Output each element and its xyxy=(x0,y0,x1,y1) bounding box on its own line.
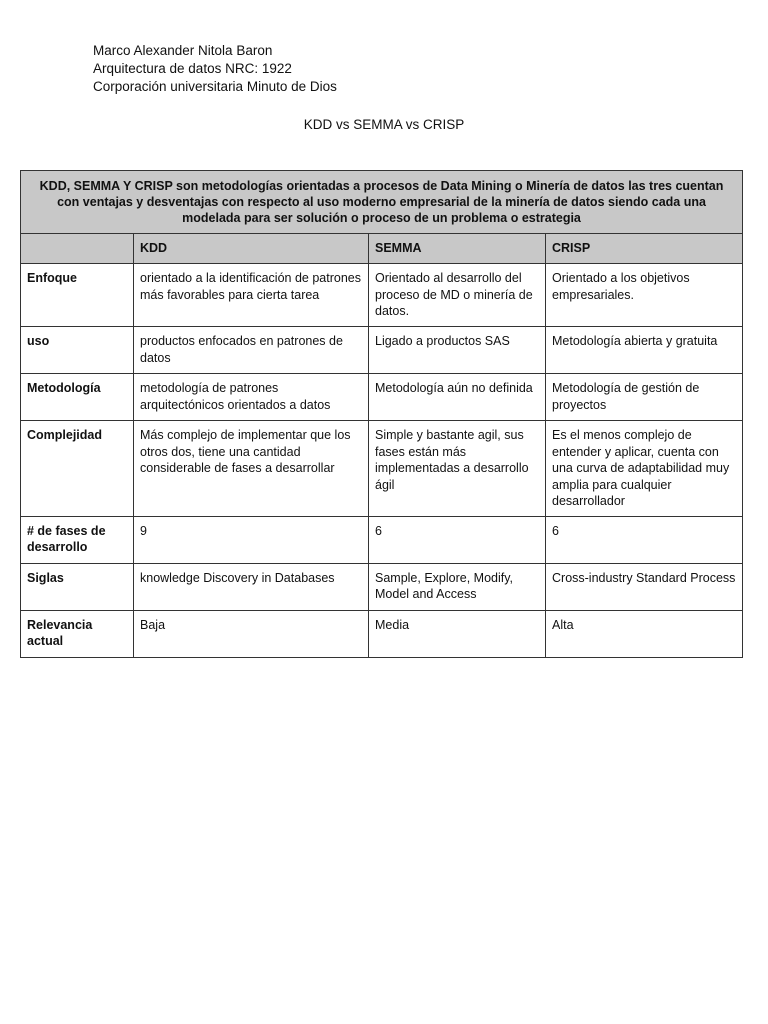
semma-cell: Orientado al desarrollo del proceso de MD o minería de datos. xyxy=(369,264,546,327)
table-header-row xyxy=(21,234,743,264)
kdd-cell: productos enfocados en patrones de datos xyxy=(134,327,369,374)
table-intro: KDD, SEMMA Y CRISP son metodologías orientadas a procesos de Data Mining o Minería de datos las tres cuentan con ventajas y desventajas con respecto al uso moderno empresarial de la minería de datos siendo cada una modelada para ser solución o proceso de un problema o estrategia xyxy=(21,171,743,234)
row-label: # de fases de desarrollo xyxy=(21,516,134,563)
kdd-cell: knowledge Discovery in Databases xyxy=(134,563,369,610)
kdd-cell: Baja xyxy=(134,610,369,657)
table-row xyxy=(21,421,743,517)
comparison-table xyxy=(20,170,743,658)
crisp-cell: Es el menos complejo de entender y aplicar, cuenta con una curva de adaptabilidad muy amplia para cualquier desarrollador xyxy=(546,421,743,517)
semma-cell: Media xyxy=(369,610,546,657)
crisp-cell: 6 xyxy=(546,516,743,563)
crisp-cell: Metodología abierta y gratuita xyxy=(546,327,743,374)
table-row xyxy=(21,327,743,374)
crisp-cell: Orientado a los objetivos empresariales. xyxy=(546,264,743,327)
column-header-crisp: CRISP xyxy=(546,234,743,264)
table-intro-row xyxy=(21,171,743,234)
semma-cell: Metodología aún no definida xyxy=(369,374,546,421)
table-row xyxy=(21,264,743,327)
semma-cell: Ligado a productos SAS xyxy=(369,327,546,374)
author-name: Marco Alexander Nitola Baron xyxy=(93,43,273,58)
crisp-cell: Cross-industry Standard Process xyxy=(546,563,743,610)
document-header xyxy=(93,42,337,96)
kdd-cell: metodología de patrones arquitectónicos orientados a datos xyxy=(134,374,369,421)
table-row xyxy=(21,374,743,421)
row-label: uso xyxy=(21,327,134,374)
crisp-cell: Alta xyxy=(546,610,743,657)
institution-line: Corporación universitaria Minuto de Dios xyxy=(93,79,337,94)
column-header-semma: SEMMA xyxy=(369,234,546,264)
semma-cell: Simple y bastante agil, sus fases están más implementadas a desarrollo ágil xyxy=(369,421,546,517)
document-title: KDD vs SEMMA vs CRISP xyxy=(303,117,465,132)
row-label: Complejidad xyxy=(21,421,134,517)
semma-cell: Sample, Explore, Modify, Model and Access xyxy=(369,563,546,610)
course-line: Arquitectura de datos NRC: 1922 xyxy=(93,61,292,76)
kdd-cell: 9 xyxy=(134,516,369,563)
row-label: Metodología xyxy=(21,374,134,421)
kdd-cell: orientado a la identificación de patrones más favorables para cierta tarea xyxy=(134,264,369,327)
row-label: Enfoque xyxy=(21,264,134,327)
table-row xyxy=(21,610,743,657)
crisp-cell: Metodología de gestión de proyectos xyxy=(546,374,743,421)
table-row xyxy=(21,563,743,610)
column-header-kdd: KDD xyxy=(134,234,369,264)
row-label: Siglas xyxy=(21,563,134,610)
kdd-cell: Más complejo de implementar que los otros dos, tiene una cantidad considerable de fases a desarrollar xyxy=(134,421,369,517)
column-header-empty xyxy=(21,234,134,264)
semma-cell: 6 xyxy=(369,516,546,563)
table-row xyxy=(21,516,743,563)
row-label: Relevancia actual xyxy=(21,610,134,657)
